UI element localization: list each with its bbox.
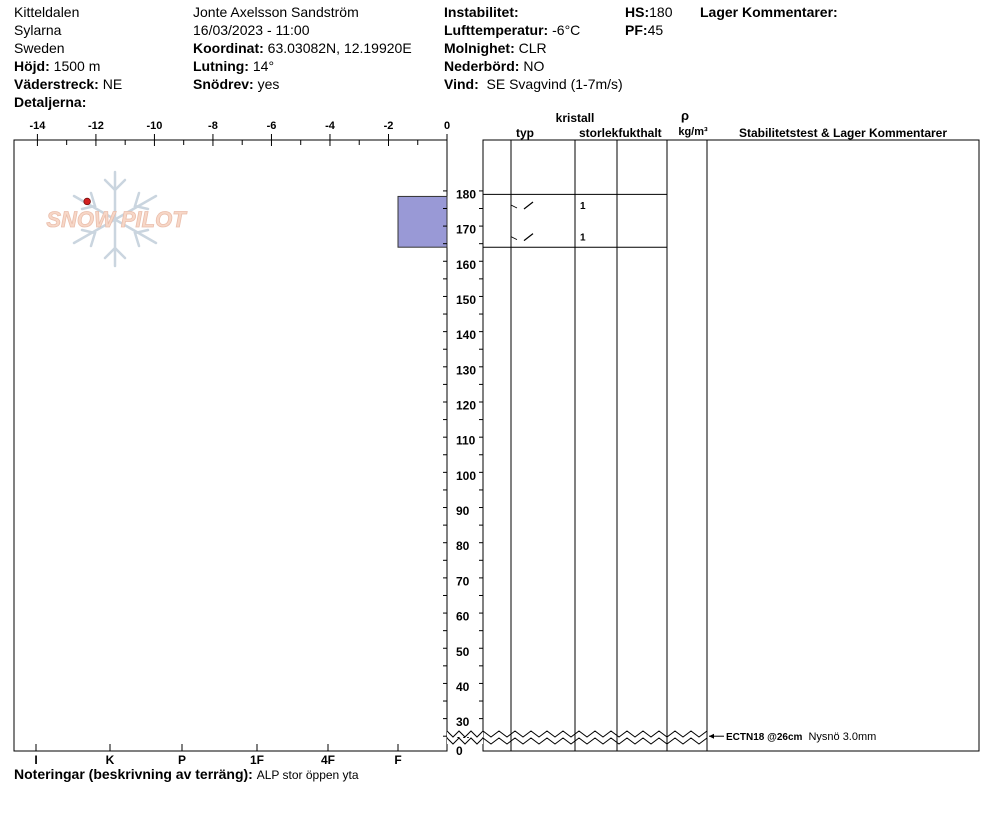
depth-axis	[443, 187, 483, 758]
depth-tick-label: 80	[456, 539, 470, 554]
drift-label: Snödrev:	[193, 76, 254, 92]
location-name: Kitteldalen	[14, 4, 80, 20]
temp-tick-label: -12	[87, 120, 104, 132]
layer-comments-label: Lager Kommentarer:	[700, 4, 838, 20]
stability-test-comment: Nysnö 3.0mm	[808, 731, 877, 744]
wind-label: Vind:	[444, 76, 479, 92]
slope-value: 14°	[252, 58, 275, 74]
depth-tick-label: 170	[456, 222, 477, 237]
hardness-tick-label: F	[394, 753, 402, 767]
stability-test-code: ECTN18 @26cm	[726, 732, 803, 744]
depth-tick-label: 30	[456, 715, 470, 730]
depth-tick-label: 160	[456, 257, 477, 272]
depth-tick-label: 150	[456, 292, 477, 307]
header-stability: Stabilitetstest & Lager Kommentarer	[738, 126, 948, 140]
depth-tick-label: 130	[456, 363, 477, 378]
pf-label: PF:	[625, 22, 648, 38]
details-label: Detaljerna:	[14, 94, 87, 110]
crystal-type-glyph	[524, 234, 533, 241]
crystal-size-label: 1	[580, 200, 586, 212]
temp-tick-label: 0	[443, 120, 451, 132]
hs-value: 180	[649, 4, 673, 20]
table-headers	[516, 108, 947, 140]
depth-tick-label: 40	[456, 679, 470, 694]
header-type: typ	[516, 126, 534, 140]
country-name: Sweden	[14, 40, 65, 56]
hardness-axis	[34, 744, 401, 767]
snowpilot-logo-text: SNOW PILOT	[46, 207, 186, 232]
wind-value: SE Svagvind (1-7m/s)	[486, 76, 623, 92]
observer-name: Jonte Axelsson Sandström	[193, 4, 359, 20]
sky-label: Molnighet:	[444, 40, 515, 56]
temperature-points	[84, 198, 91, 205]
crystal-type-glyph	[524, 202, 533, 209]
depth-tick-label: 110	[456, 433, 476, 448]
terrain-notes-text: ALP stor öppen yta	[256, 768, 359, 782]
hardness-layers	[398, 196, 447, 247]
zigzag-line-table	[483, 738, 707, 744]
airtemp-value: -6°C	[552, 22, 581, 38]
depth-tick-label: 140	[456, 328, 477, 343]
layer-table-columns	[511, 140, 707, 751]
drift-value: yes	[257, 76, 280, 92]
temp-tick-label: -10	[146, 120, 163, 132]
depth-break-zigzag	[447, 731, 707, 744]
crystal-leader-line	[511, 237, 517, 240]
header-size: storlek	[579, 126, 619, 140]
depth-tick-label: 0	[456, 744, 463, 758]
hardness-tick-label: K	[105, 753, 115, 767]
crystal-size-label: 1	[580, 232, 586, 244]
snowpilot-logo	[46, 172, 187, 266]
crystal-leader-line	[511, 205, 517, 208]
depth-tick-label: 180	[456, 187, 477, 202]
coordinates-value: 63.03082N, 12.19920E	[267, 40, 412, 56]
temperature-point	[84, 198, 91, 205]
terrain-notes	[14, 766, 359, 782]
pf-value: 45	[647, 22, 664, 38]
depth-tick-label: 100	[456, 468, 477, 483]
header-moisture: fukthalt	[618, 126, 662, 140]
instability-label: Instabilitet:	[444, 4, 519, 20]
header-crystal: kristall	[555, 111, 595, 125]
airtemp-label: Lufttemperatur:	[444, 22, 549, 38]
temp-tick-label: -6	[266, 120, 277, 132]
hs-label: HS:	[625, 4, 650, 20]
hardness-tick-label: P	[177, 753, 187, 767]
zigzag-line-table	[483, 731, 707, 737]
hardness-tick-label: 4F	[320, 753, 336, 767]
elevation-label: Höjd:	[14, 58, 50, 74]
hardness-tick-label: 1F	[249, 753, 265, 767]
stability-arrowhead	[709, 734, 714, 739]
depth-tick-label: 90	[456, 504, 470, 519]
temp-tick-label: -2	[383, 120, 394, 132]
elevation-value: 1500 m	[53, 58, 101, 74]
depth-tick-label: 60	[456, 609, 470, 624]
aspect-label: Väderstreck:	[14, 76, 99, 92]
aspect-value: NE	[102, 76, 123, 92]
header-rho: ρ	[680, 108, 690, 123]
layer-table-frame	[483, 140, 979, 751]
depth-tick-label: 120	[456, 398, 477, 413]
observation-datetime: 16/03/2023 - 11:00	[193, 22, 310, 38]
depth-tick-label: 50	[456, 644, 470, 659]
temp-tick-label: -8	[208, 120, 218, 132]
temperature-axis	[29, 120, 450, 146]
temp-tick-label: -14	[29, 120, 46, 132]
stability-test-text	[726, 731, 876, 743]
precip-label: Nederbörd:	[444, 58, 520, 74]
temp-tick-label: -4	[325, 120, 335, 132]
depth-tick-label: 70	[456, 574, 470, 589]
sky-value: CLR	[518, 40, 547, 56]
stability-tests	[709, 731, 876, 743]
coordinates-label: Koordinat:	[193, 40, 264, 56]
header-density-unit: kg/m³	[678, 126, 708, 138]
terrain-notes-label: Noteringar (beskrivning av terräng):	[14, 766, 253, 782]
precip-value: NO	[523, 58, 545, 74]
slope-label: Lutning:	[193, 58, 249, 74]
hardness-layer-bar	[398, 196, 447, 247]
area-name: Sylarna	[14, 22, 62, 38]
hardness-tick-label: I	[34, 753, 38, 767]
